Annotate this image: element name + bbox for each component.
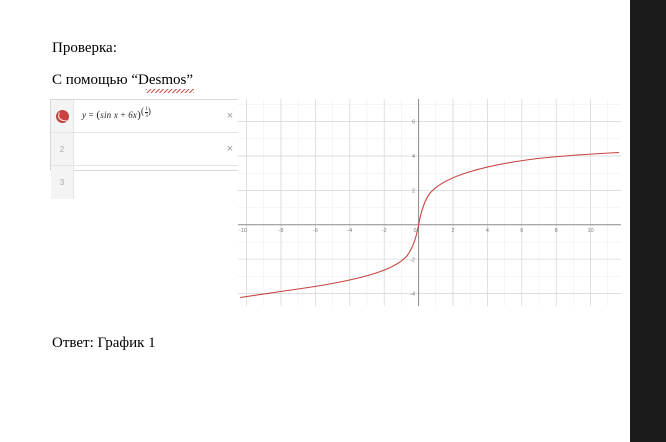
expression-row-3[interactable] — [51, 166, 240, 199]
expression-close-button-1[interactable]: × — [226, 110, 234, 122]
svg-text:-10: -10 — [239, 228, 247, 234]
formula-six-x: 6x — [128, 110, 138, 120]
spellcheck-underline — [146, 89, 194, 93]
svg-text:-2: -2 — [410, 257, 415, 264]
expression-row-2[interactable] — [51, 133, 240, 166]
formula-exp-open: ( — [141, 106, 145, 116]
svg-text:-6: -6 — [312, 228, 318, 234]
formula-close-paren: ) — [137, 109, 141, 121]
svg-text:2: 2 — [411, 188, 415, 195]
formula-sin: sin — [100, 110, 112, 120]
formula-plus: + — [120, 110, 126, 120]
graph-background — [238, 99, 621, 306]
svg-text:4: 4 — [485, 228, 489, 234]
heading-with-desmos: С помощью “Desmos” — [52, 72, 193, 88]
formula-y: y — [82, 110, 87, 120]
answer-line: Ответ: График 1 — [52, 335, 156, 351]
formula-exp-denominator: 3 — [145, 113, 148, 119]
formula-x: x — [113, 110, 119, 120]
formula-equals: = — [88, 110, 94, 120]
svg-text:6: 6 — [520, 228, 524, 234]
formula-exp-close: ) — [147, 106, 152, 116]
svg-text:4: 4 — [411, 154, 415, 160]
desmos-graph-canvas[interactable] — [238, 99, 621, 306]
svg-text:-4: -4 — [347, 228, 353, 234]
svg-text:10: 10 — [587, 228, 594, 234]
svg-text:-4: -4 — [410, 291, 415, 298]
heading-check: Проверка: — [52, 40, 117, 56]
expression-index-2[interactable]: 2 — [51, 133, 74, 165]
svg-text:2: 2 — [451, 228, 455, 234]
expression-index-3[interactable]: 3 — [51, 166, 74, 199]
svg-text:6: 6 — [411, 119, 415, 126]
svg-text:0: 0 — [413, 228, 417, 234]
screen-right-margin — [630, 0, 666, 442]
svg-text:-8: -8 — [278, 228, 284, 234]
expression-formula-1[interactable] — [74, 106, 220, 123]
expression-close-button-2[interactable]: × — [226, 143, 234, 155]
svg-text:-2: -2 — [381, 228, 387, 234]
expression-index-1[interactable] — [51, 100, 74, 132]
expression-row-1[interactable] — [51, 100, 240, 133]
formula-open-paren: ( — [96, 109, 101, 121]
formula-exp-numerator: 1 — [145, 107, 148, 112]
svg-text:8: 8 — [554, 228, 558, 234]
curve-color-icon[interactable] — [56, 110, 69, 123]
desmos-expression-panel[interactable] — [50, 99, 241, 187]
